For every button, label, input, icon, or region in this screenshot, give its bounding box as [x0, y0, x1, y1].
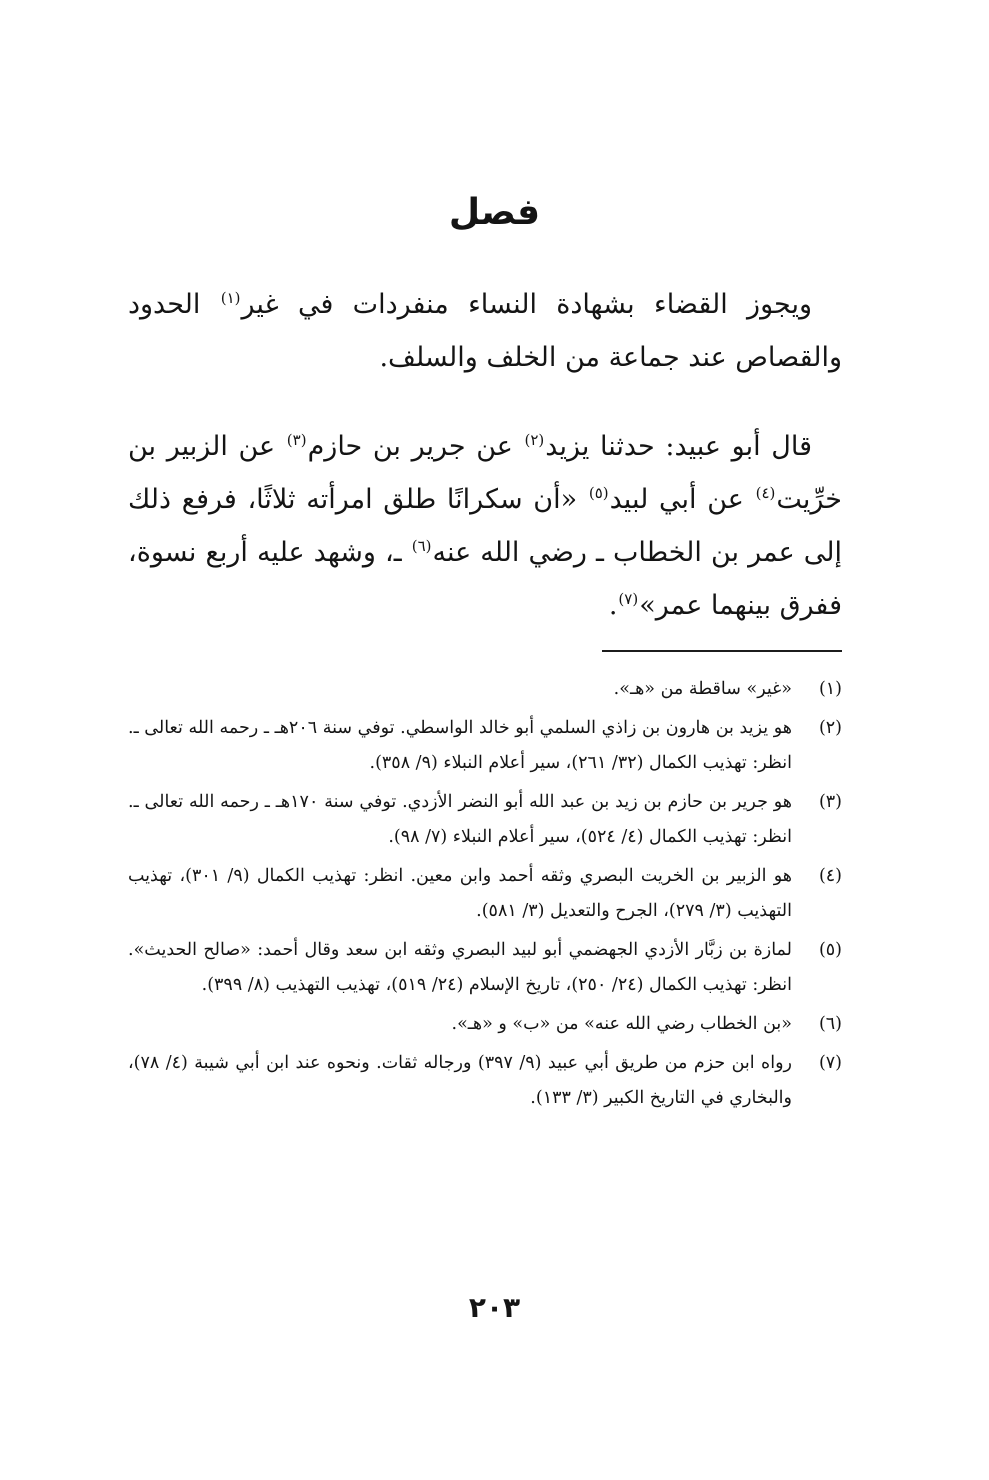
- footnote-text: «غير» ساقطة من «هـ».: [613, 679, 792, 699]
- paragraph-2-text-e: «أن سكرانًا طلق امرأته ثلاثًا، فرفع ذلك إلى عمر بن الخطاب ـ رضي الله عنه: [128, 484, 843, 568]
- footnote-text: هو الزبير بن الخريت البصري وثقه أحمد وابن معين. انظر: تهذيب الكمال (٩/ ٣٠١)، تهذيب التهذيب (٣/ ٢٧٩)، الجرح والتعديل (٣/ ٥٨١).: [128, 866, 792, 921]
- paragraph-2-text-c: عن الزبير بن خرِّيت: [128, 431, 842, 515]
- paragraph-1-text-b: الحدود والقصاص عند جماعة من الخلف والسلف.: [128, 289, 842, 373]
- footnote-number: (٧): [818, 1053, 842, 1073]
- paragraph-2-text-d: عن أبي لبيد: [609, 484, 755, 515]
- footnote-3: [128, 785, 842, 855]
- footnote-ref-6[interactable]: (٦): [411, 537, 432, 555]
- footnote-text: لمازة بن زبَّار الأزدي الجهضمي أبو لبيد البصري وثقه ابن سعد وقال أحمد: «صالح الحديث». انظر: تهذيب الكمال (٢٤/ ٢٥٠)، تاريخ الإسلام (٢٤/ ٥١٩)، تهذيب التهذيب (٨/ ٣٩٩).: [128, 940, 792, 995]
- footnote-1: [128, 672, 842, 707]
- footnote-ref-5[interactable]: (٥): [588, 484, 609, 502]
- footnote-ref-3[interactable]: (٣): [286, 431, 307, 449]
- section-heading: فصل: [448, 192, 541, 233]
- footnote-number: (١): [818, 679, 842, 699]
- footnote-number: (٦): [818, 1014, 842, 1034]
- footnote-text: هو يزيد بن هارون بن زاذي السلمي أبو خالد الواسطي. توفي سنة ٢٠٦هـ ـ رحمه الله تعالى ـ. انظر: تهذيب الكمال (٣٢/ ٢٦١)، سير أعلام النبلاء (٩/ ٣٥٨).: [128, 718, 792, 773]
- page-number: ٢٠٣: [468, 1291, 521, 1324]
- footnote-divider: [602, 650, 842, 652]
- paragraph-1: [128, 278, 842, 384]
- footnote-7: [128, 1046, 842, 1116]
- paragraph-1-text-a: ويجوز القضاء بشهادة النساء منفردات في غير: [241, 289, 812, 320]
- footnote-number: (٢): [818, 718, 842, 738]
- footnotes-list: [128, 672, 842, 1120]
- footnote-5: [128, 933, 842, 1003]
- paragraph-2-text-a: قال أبو عبيد: حدثنا يزيد: [545, 431, 813, 462]
- footnote-4: [128, 859, 842, 929]
- footnote-2: [128, 711, 842, 781]
- footnote-number: (٥): [818, 940, 842, 960]
- paragraph-2-text-b: عن جرير بن حازم: [307, 431, 524, 462]
- footnote-6: [128, 1007, 842, 1042]
- footnote-text: هو جرير بن حازم بن زيد بن عبد الله أبو النضر الأزدي. توفي سنة ١٧٠هـ ـ رحمه الله تعالى ـ. انظر: تهذيب الكمال (٤/ ٥٢٤)، سير أعلام النبلاء (٧/ ٩٨).: [128, 792, 793, 847]
- footnote-text: رواه ابن حزم من طريق أبي عبيد (٩/ ٣٩٧) ورجاله ثقات. ونحوه عند ابن أبي شيبة (٤/ ٧٨)، والبخاري في التاريخ الكبير (٣/ ١٣٣).: [128, 1053, 792, 1108]
- footnote-ref-4[interactable]: (٤): [755, 484, 776, 502]
- footnote-number: (٣): [818, 792, 842, 812]
- footnote-ref-1[interactable]: (١): [220, 289, 241, 307]
- footnote-ref-2[interactable]: (٢): [524, 431, 545, 449]
- footnote-number: (٤): [818, 866, 842, 886]
- paragraph-2: [128, 420, 842, 632]
- paragraph-2-text-g: .: [608, 590, 618, 621]
- footnote-text: «بن الخطاب رضي الله عنه» من «ب» و «هـ».: [451, 1014, 792, 1034]
- footnote-ref-7[interactable]: (٧): [618, 590, 639, 608]
- paragraph-2-text-f: ـ، وشهد عليه أربع نسوة، ففرق بينهما عمر»: [128, 537, 842, 621]
